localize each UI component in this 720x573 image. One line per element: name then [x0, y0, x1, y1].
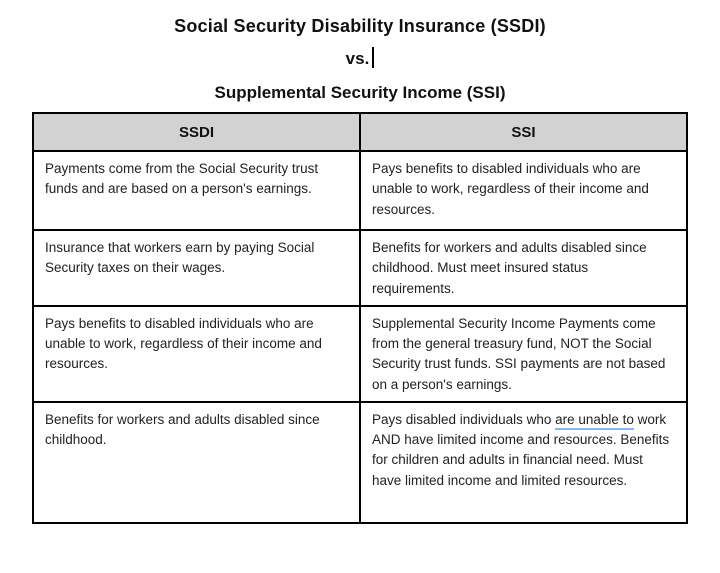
table-row: [33, 306, 687, 402]
cell-row4-ssi-text-after[interactable]: work AND have limited income and resources. Benefits for children and adults in financial need. Must have limited income and limited resources.: [372, 411, 670, 488]
table-row: [33, 402, 687, 523]
table-row: [33, 151, 687, 230]
comparison-table: [32, 112, 688, 524]
cell-row3-ssi[interactable]: Supplemental Security Income Payments come from the general treasury fund, NOT the Social Security trust funds. SSI payments are not based on a person's earnings.: [360, 306, 687, 402]
text-cursor: [372, 47, 374, 68]
table-header-row: [33, 113, 687, 151]
suggestion-underlined-text[interactable]: are unable to: [555, 412, 634, 430]
cell-row4-ssi-text-before[interactable]: Pays disabled individuals who: [372, 411, 556, 427]
document-title-line1[interactable]: Social Security Disability Insurance (SSDI): [174, 16, 546, 36]
cell-row2-ssi[interactable]: Benefits for workers and adults disabled since childhood. Must meet insured status requirements.: [360, 230, 687, 306]
cell-row1-ssdi[interactable]: Payments come from the Social Security trust funds and are based on a person's earnings.: [33, 151, 360, 230]
cell-row4-ssi[interactable]: [360, 402, 687, 523]
document-title-line3[interactable]: Supplemental Security Income (SSI): [214, 83, 506, 102]
header-cell-ssdi[interactable]: SSDI: [33, 113, 360, 151]
document-title-line2[interactable]: [0, 47, 720, 69]
table-row: [33, 230, 687, 306]
document-page: [0, 16, 720, 524]
vs-text[interactable]: vs.: [345, 49, 370, 68]
cell-row1-ssi[interactable]: Pays benefits to disabled individuals who are unable to work, regardless of their income and resources.: [360, 151, 687, 230]
cell-row2-ssdi[interactable]: Insurance that workers earn by paying Social Security taxes on their wages.: [33, 230, 360, 306]
cell-row4-ssdi[interactable]: Benefits for workers and adults disabled since childhood.: [33, 402, 360, 523]
header-cell-ssi[interactable]: SSI: [360, 113, 687, 151]
cell-row3-ssdi[interactable]: Pays benefits to disabled individuals who are unable to work, regardless of their income and resources.: [33, 306, 360, 402]
